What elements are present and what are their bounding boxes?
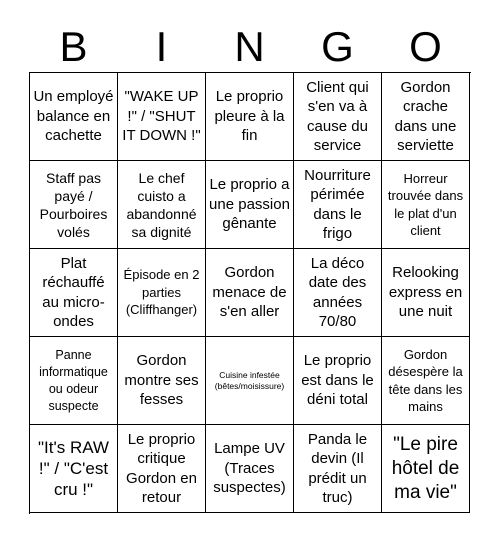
bingo-cell-r2c1[interactable] (30, 161, 118, 249)
bingo-cell-r2c4[interactable] (294, 161, 382, 249)
bingo-cell-r4c5[interactable] (382, 337, 470, 425)
bingo-cell-r3c5[interactable] (382, 249, 470, 337)
cell-text: Panda le devin (Il prédit un truc) (307, 430, 368, 506)
bingo-cell-r1c5[interactable] (382, 73, 470, 161)
bingo-cell-r2c3[interactable] (206, 161, 294, 249)
bingo-cell-r5c1[interactable] (30, 425, 118, 513)
cell-text: Nourriture périmée dans le frigo (304, 166, 371, 242)
cell-text: Gordon menace de s'en aller (212, 264, 287, 321)
cell-text: La déco date des années 70/80 (308, 254, 367, 330)
bingo-cell-r3c2[interactable] (118, 249, 206, 337)
cell-text: Le proprio critique Gordon en retour (126, 430, 197, 506)
cell-text: "WAKE UP !" / "SHUT IT DOWN !" (122, 88, 201, 145)
bingo-cell-r4c2[interactable] (118, 337, 206, 425)
cell-text: Un employé balance en cachette (33, 88, 114, 145)
bingo-cell-r1c2[interactable] (118, 73, 206, 161)
bingo-cell-r5c3[interactable] (206, 425, 294, 513)
cell-text: "Le pire hôtel de ma vie" (391, 433, 460, 503)
cell-text: Le proprio a une passion gênante (209, 176, 290, 233)
bingo-cell-r1c3[interactable] (206, 73, 294, 161)
bingo-cell-r2c5[interactable] (382, 161, 470, 249)
bingo-cell-r4c1[interactable] (30, 337, 118, 425)
cell-text: Gordon montre ses fesses (124, 352, 199, 409)
bingo-cell-r4c3[interactable] (206, 337, 294, 425)
header-letter-b: B (59, 23, 89, 70)
cell-text: Cuisine infestée (bêtes/moisissure) (214, 369, 285, 391)
bingo-card (29, 72, 471, 514)
bingo-cell-r5c5[interactable] (382, 425, 470, 513)
bingo-cell-r5c2[interactable] (118, 425, 206, 513)
cell-text: Lampe UV (Traces suspectes) (213, 440, 286, 497)
bingo-cell-r2c2[interactable] (118, 161, 206, 249)
bingo-cell-r3c4[interactable] (294, 249, 382, 337)
bingo-cell-r4c4[interactable] (294, 337, 382, 425)
header-letter-g: G (321, 23, 355, 70)
bingo-cell-r5c4[interactable] (294, 425, 382, 513)
bingo-header (30, 22, 470, 72)
cell-text: Le chef cuisto a abandonné sa dignité (126, 169, 197, 240)
cell-text: Plat réchauffé au micro-ondes (42, 254, 105, 330)
cell-text: Staff pas payé / Pourboires volés (39, 169, 108, 240)
cell-text: Panne informatique ou odeur suspecte (39, 347, 108, 413)
header-letter-n: N (234, 23, 266, 70)
cell-text: Client qui s'en va à cause du service (306, 78, 369, 154)
cell-text: Épisode en 2 parties (Cliffhanger) (123, 267, 200, 318)
cell-text: Horreur trouvée dans le plat d'un client (387, 170, 464, 238)
cell-text: Le proprio est dans le déni total (301, 352, 374, 409)
bingo-cell-r3c1[interactable] (30, 249, 118, 337)
bingo-cell-r1c1[interactable] (30, 73, 118, 161)
header-letter-i: I (155, 23, 169, 70)
header-letter-o: O (409, 23, 443, 70)
cell-text: Gordon désespère la tête dans les mains (388, 346, 463, 414)
bingo-cell-r1c4[interactable] (294, 73, 382, 161)
cell-text: "It's RAW !" / "C'est cru !" (38, 438, 109, 499)
bingo-cell-r3c3[interactable] (206, 249, 294, 337)
cell-text: Le proprio pleure à la fin (214, 88, 285, 145)
cell-text: Relooking express en une nuit (388, 264, 463, 321)
cell-text: Gordon crache dans une serviette (394, 78, 457, 154)
